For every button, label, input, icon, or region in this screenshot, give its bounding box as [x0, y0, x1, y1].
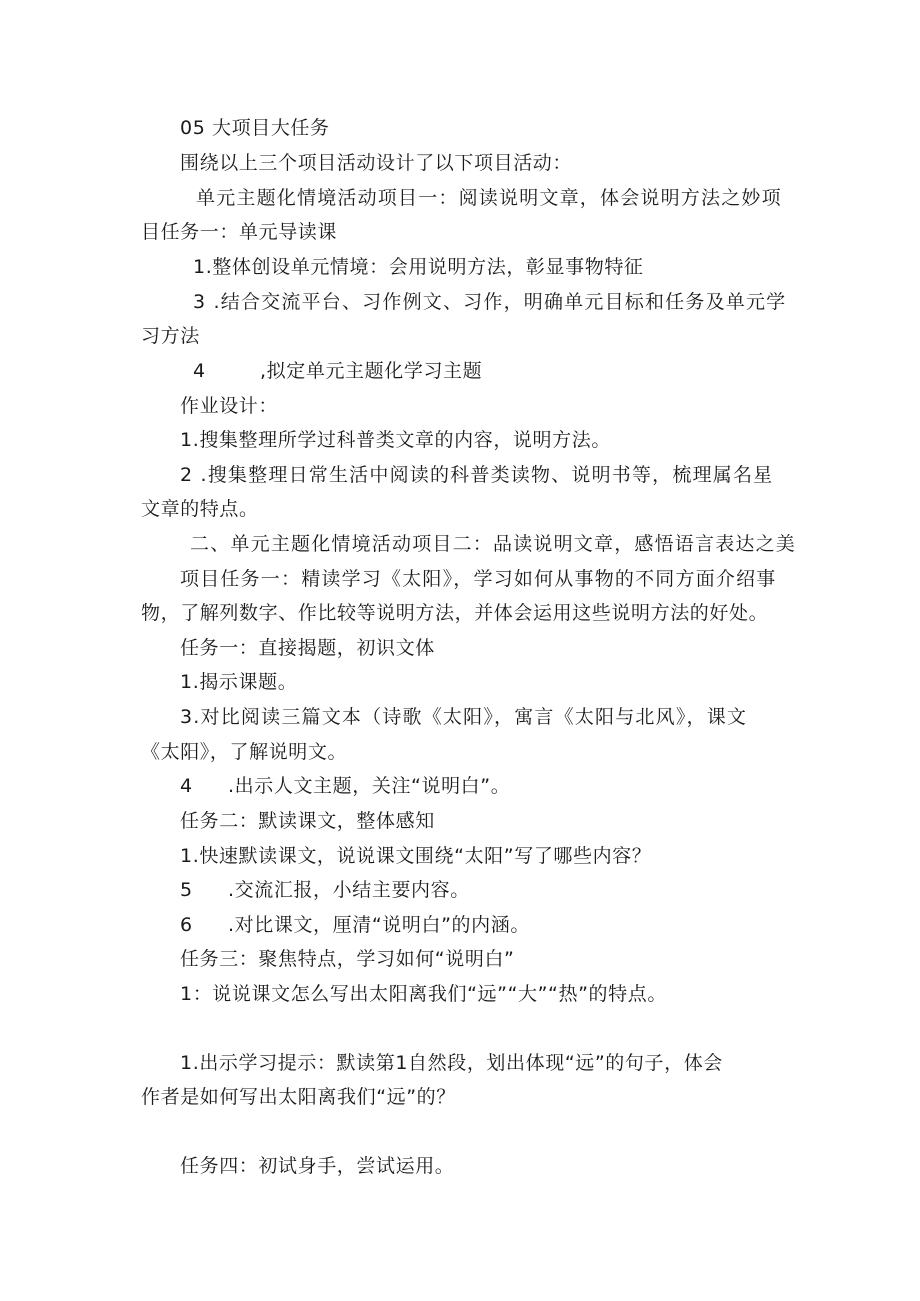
- paragraph-line: 围绕以上三个项目活动设计了以下项目活动：: [180, 152, 573, 174]
- paragraph-line: 单元主题化情境活动项目一：阅读说明文章，体会说明方法之妙项: [196, 187, 782, 209]
- list-item-number: 6: [180, 914, 193, 936]
- list-item: 3.对比阅读三篇文本（诗歌《太阳》，寓言《太阳与北风》，课文: [180, 706, 748, 728]
- paragraph-line: 习方法: [141, 325, 200, 347]
- list-item: 1：说说课文怎么写出太阳离我们“远”“大”“热”的特点。: [180, 983, 667, 1005]
- paragraph-line: 文章的特点。: [141, 498, 259, 520]
- paragraph-line: 项目任务一：精读学习《太阳》，学习如何从事物的不同方面介绍事: [180, 568, 777, 590]
- list-item: .交流汇报，小结主要内容。: [228, 879, 470, 901]
- task-heading: 任务二：默读课文，整体感知: [180, 810, 435, 832]
- paragraph-line: 目任务一：单元导读课: [141, 221, 338, 243]
- list-item: 1.揭示课题。: [180, 671, 298, 693]
- task-heading: 任务一：直接揭题，初识文体: [180, 637, 435, 659]
- list-item: .出示人文主题，关注“说明白”。: [228, 775, 511, 797]
- paragraph-line: 《太阳》，了解说明文。: [141, 741, 348, 763]
- paragraph-line: 作业设计：: [180, 395, 279, 417]
- list-item-number: 4: [193, 360, 206, 382]
- section-heading: 05 大项目大任务: [180, 117, 330, 139]
- paragraph-line: 作者是如何写出太阳离我们“远”的？: [141, 1086, 456, 1108]
- task-heading: 任务三：聚焦特点，学习如何“说明白”: [180, 948, 515, 970]
- list-item: 3 .结合交流平台、习作例文、习作，明确单元目标和任务及单元学: [193, 291, 787, 313]
- list-item: 2 .搜集整理日常生活中阅读的科普类读物、说明书等，梳理属名星: [180, 464, 774, 486]
- paragraph-line: 物，了解列数字、作比较等说明方法，并体会运用这些说明方法的好处。: [141, 602, 769, 624]
- section-heading: 二、单元主题化情境活动项目二：品读说明文章，感悟语言表达之美: [190, 533, 797, 555]
- list-item: 1.快速默读课文，说说课文围绕“太阳”写了哪些内容？: [180, 845, 652, 867]
- list-item: 1.出示学习提示：默读第1自然段，划出体现“远”的句子，体会: [180, 1052, 723, 1074]
- list-item: .对比课文，厘清“说明白”的内涵。: [228, 914, 530, 936]
- task-heading: 任务四：初试身手，尝试运用。: [180, 1155, 455, 1177]
- list-item: ,拟定单元主题化学习主题: [260, 360, 483, 382]
- list-item: 1.整体创设单元情境：会用说明方法，彰显事物特征: [193, 256, 644, 278]
- list-item-number: 4: [180, 775, 193, 797]
- list-item: 1.搜集整理所学过科普类文章的内容，说明方法。: [180, 429, 611, 451]
- list-item-number: 5: [180, 879, 193, 901]
